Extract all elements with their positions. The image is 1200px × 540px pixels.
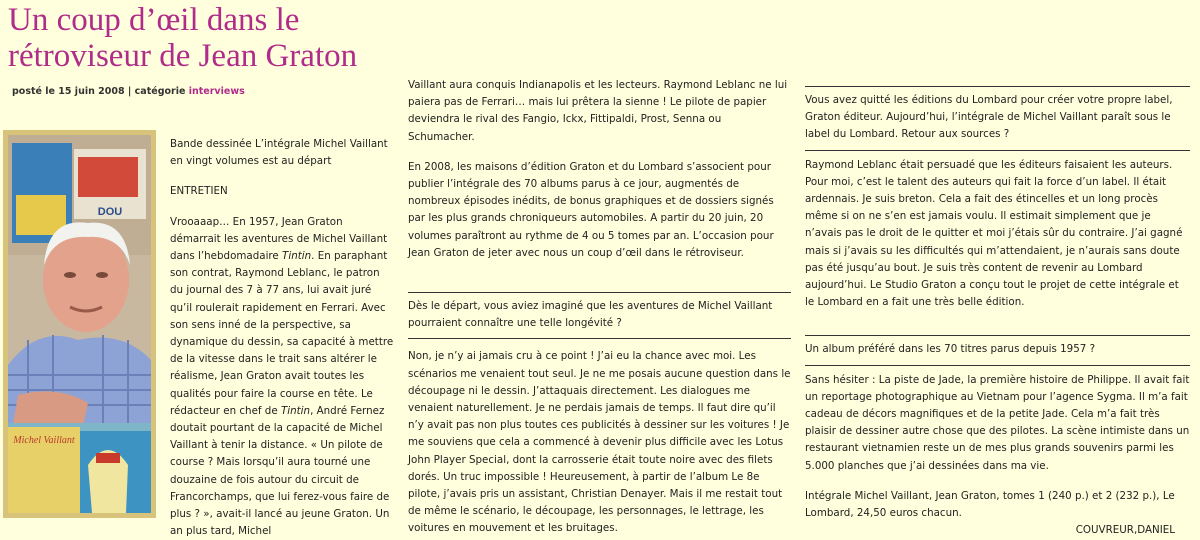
- author-name: COUVREUR,DANIEL: [1075, 524, 1175, 537]
- author-photo: [3, 130, 156, 518]
- jean-graton-photo: [8, 135, 151, 513]
- magazine-name: Tintin: [280, 404, 311, 417]
- article-title: Un coup d’œil dans le rétroviseur de Jean Graton: [8, 2, 358, 74]
- interview-answer: Non, je n’y ai jamais cru à ce point ! J’ai eu la chance avec moi. Les scénarios me venaient tout seul. Je ne me posais aucune question dans le découpage ni le dessin. J’attaquais directement. Les dialogues me venaient naturellement. Je ne perdais jamais de temps. Il faut dire qu’il n’y avait pas non plus toutes ces publicités à dessiner sur les voitures ! Je me souviens que cela a commencé à devenir plus difficile avec les Lotus John Player Special, dont la carrosserie était toute noire avec des filets dorés. Un truc impossible ! Heureusement, à partir de l’album Le 8e pilote, j’avais pris un assistant, Christian Denayer. Mais il me restait tout de même le scénario, le découpage, les personnages, le lettrage, les voitures en mouvement et les bruitages.: [408, 350, 791, 535]
- intro-paragraph: Vrooaaap… En 1957, Jean Graton démarrait les aventures de Michel Vaillant dans l’hebdomadaire Tintin. En paraphant son contrat, Raymond Leblanc, le patron du journal des 7 à 77 ans, lui avait juré qu’il roulerait rapidement en Ferrari. Avec son sens inné de la perspective, sa dynamique du dessin, sa capacité à mettre de la vitesse dans le trait sans altérer le réalisme, Jean Graton avait toutes les qualités pour faire la course en tête. Le rédacteur en chef de Tintin, André Fernez doutait pourtant de la capacité de Michel Vaillant à tenir la distance. « Un pilote de course ? Mais lorsqu’il aura tourné une douzaine de fois autour du circuit de Francorchamps, que lui ferez-vous faire de plus ? », avait-il lancé au jeune Graton. Un an plus tard, Michel: [170, 215, 394, 538]
- paragraph: En 2008, les maisons d’édition Graton et du Lombard s’associent pour publier l’intégrale des 70 albums parus à ce jour, augmentés de nombreux épisodes inédits, de bonus graphiques et de dossiers signés par les plus grands chroniqueurs automobiles. A partir du 20 juin, 20 volumes paraîtront au rythme de 4 ou 5 tomes par an. L’occasion pour Jean Graton de jeter avec nous un coup d’œil dans le rétroviseur.: [408, 160, 774, 259]
- interview-question: Un album préféré dans les 70 titres parus depuis 1957 ?: [805, 335, 1190, 358]
- column-2: [408, 77, 791, 538]
- column-3: [805, 86, 1190, 539]
- post-meta: [12, 86, 245, 97]
- poster-text-2: DOU: [97, 206, 123, 218]
- book-credits: Intégrale Michel Vaillant, Jean Graton, tomes 1 (240 p.) et 2 (232 p.), Le Lombard, 24,50 euros chacun.: [805, 489, 1175, 520]
- section-heading: ENTRETIEN: [170, 185, 228, 198]
- interview-question: Dès le départ, vous aviez imaginé que les aventures de Michel Vaillant pourraient connaître une telle longévité ?: [408, 292, 791, 332]
- interview-question: Vous avez quitté les éditions du Lombard pour créer votre propre label, Graton éditeur. Aujourd’hui, l’intégrale de Michel Vaillant paraît sous le label du Lombard. Retour aux sources ?: [805, 86, 1190, 144]
- interview-answer: Raymond Leblanc était persuadé que les éditeurs faisaient les auteurs. Pour moi, c’est le talent des auteurs qui fait la force d’un label. Il était ardennais. Je suis breton. Cela a fait des étincelles et un long procès même si on ne s’en est jamais voulu. Il estimait simplement que je n’avais pas le droit de le quitter et moi j’étais sûr du contraire. J’ai gagné mais si j’avais su les difficultés qui m’attendaient, je n’aurais sans doute pas été jusqu’au bout. Je suis très content de revenir au Lombard aujourd’hui. Le Studio Graton a conçu tout le projet de cette intégrale et le Lombard en a fait une très belle édition.: [805, 158, 1183, 309]
- interview-answer: Sans hésiter : La piste de Jade, la première histoire de Philippe. Il avait fait un reportage photographique au Vietnam pour l’agence Sygma. Il m’a fait cadeau de décors magnifiques et de la petite Jade. Cela m’a fait très plaisir de dessiner autre chose que des pilotes. La scène intimiste dans un restaurant vietnamien reste un de mes plus grands souvenirs parmi les 5.000 planches que j’ai dessinées dans ma vie.: [805, 373, 1190, 472]
- paragraph: Vaillant aura conquis Indianapolis et les lecteurs. Raymond Leblanc ne lui paiera pas de Ferrari… mais lui prêtera la sienne ! Le pilote de papier deviendra le rival des Fangio, Ickx, Fittipaldi, Prost, Senna ou Schumacher.: [408, 79, 788, 143]
- category-link[interactable]: interviews: [188, 86, 245, 97]
- poster-text: Michel Vaillant: [13, 435, 75, 446]
- column-1: [170, 136, 395, 540]
- post-date: posté le 15 juin 2008 | catégorie: [12, 86, 189, 97]
- lead-text: Bande dessinée L’intégrale Michel Vaillant en vingt volumes est au départ: [170, 138, 388, 168]
- magazine-name: Tintin: [282, 250, 312, 263]
